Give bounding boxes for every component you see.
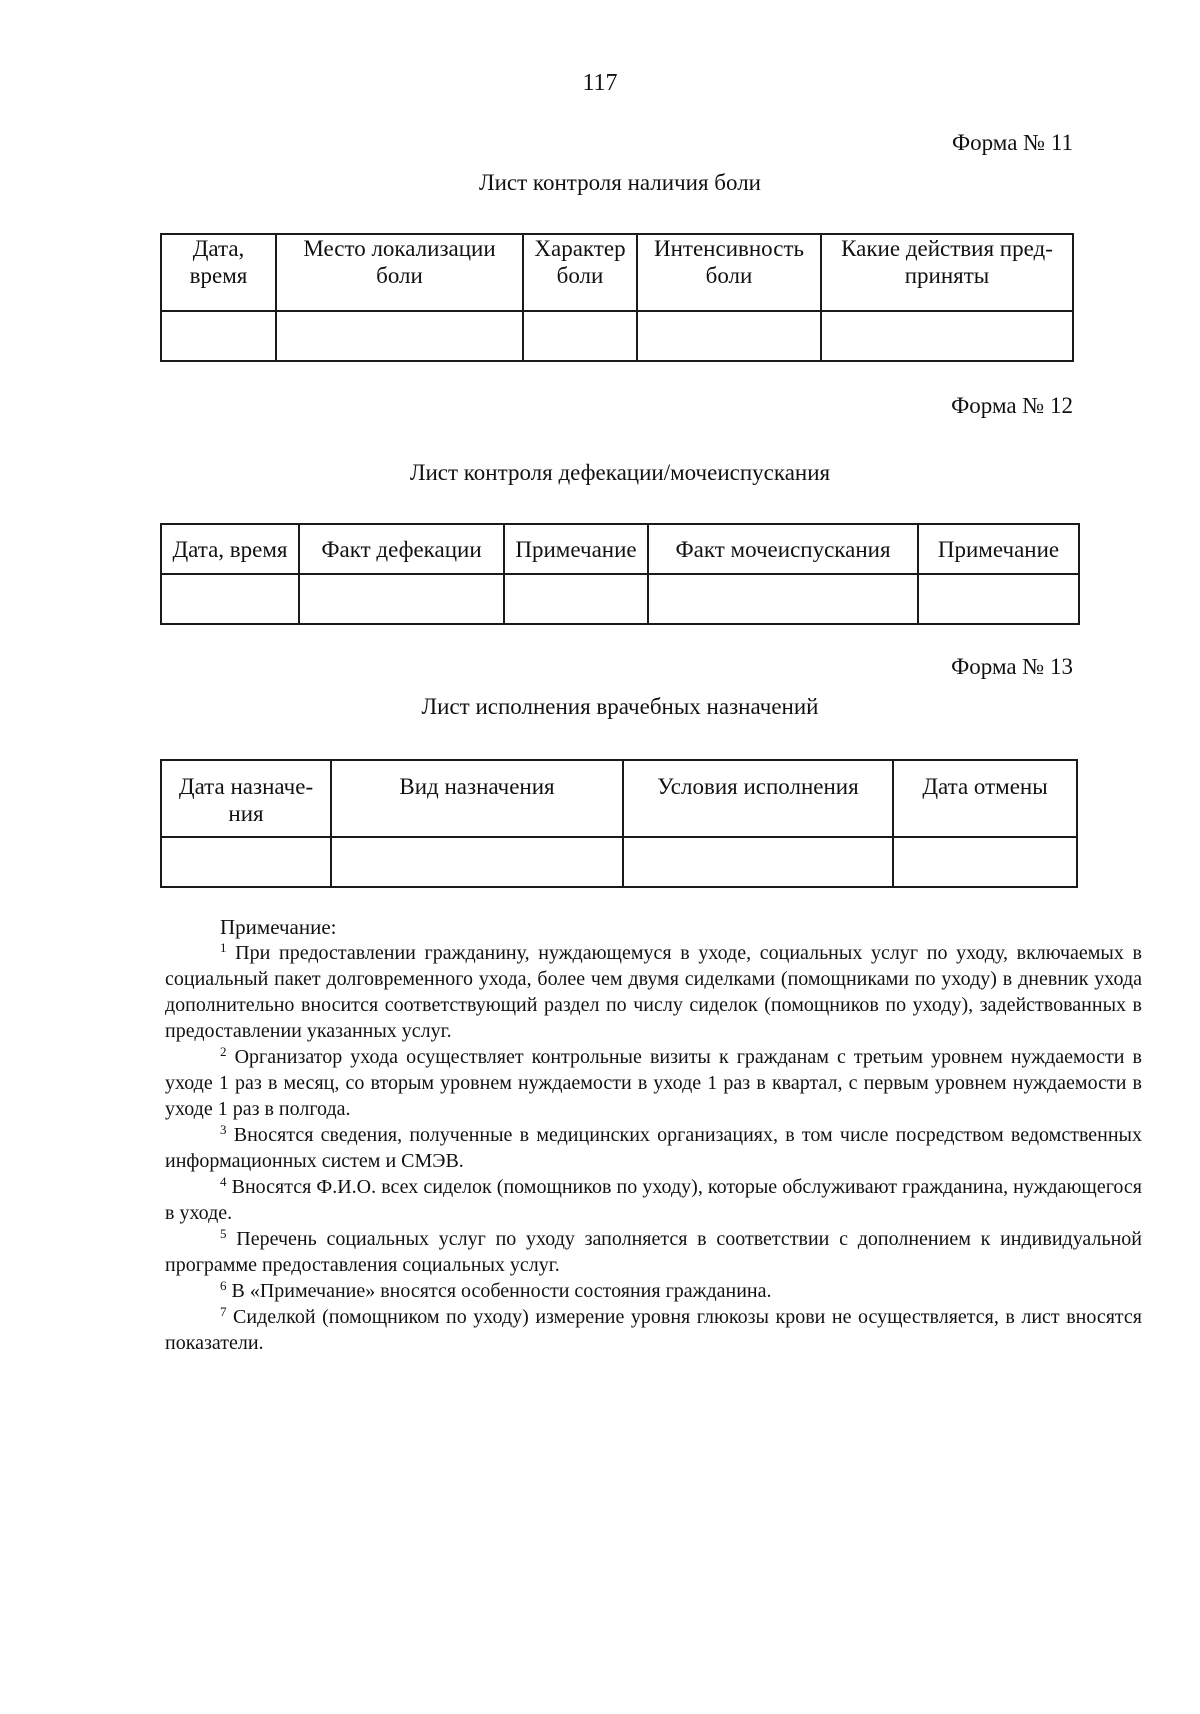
page-number: 117 [582, 70, 618, 96]
table-cell[interactable] [299, 574, 504, 624]
form-12-table [160, 523, 1080, 625]
form-11-table [160, 233, 1074, 362]
table-header-cell: Вид назначения [331, 760, 623, 837]
table-row [161, 311, 1073, 361]
notes-title: Примечание: [220, 915, 337, 939]
table-header-cell: Дата отмены [893, 760, 1077, 837]
form-11-title: Лист контроля наличия боли [479, 170, 761, 195]
table-cell[interactable] [161, 837, 331, 887]
table-header-cell: Примечание [504, 524, 648, 574]
table-header-cell: Условия исполнения [623, 760, 893, 837]
footnote-7: $^7$ Сиделкой (помощником по уходу) измерение уровня глюкозы крови не осуществляется, в лист вносятся показатели. [165, 1304, 1142, 1354]
table-cell[interactable] [161, 311, 276, 361]
table-header-cell: Интенсивность боли [637, 234, 821, 311]
table-cell[interactable] [648, 574, 918, 624]
table-cell[interactable] [523, 311, 637, 361]
form-11-label: Форма № 11 [951, 130, 1073, 155]
table-header-cell: Примечание [918, 524, 1079, 574]
table-cell[interactable] [276, 311, 523, 361]
footnote-4: $^4$ Вносятся Ф.И.О. всех сиделок (помощников по уходу), которые обслуживают гражданина, нуждающегося в уходе. [165, 1174, 1142, 1224]
table-header-cell: Дата назначе- ния [161, 760, 331, 837]
table-header-cell: Факт дефекации [299, 524, 504, 574]
table-header-cell: Дата, время [161, 524, 299, 574]
form-13-table [160, 759, 1078, 888]
form-13-label: Форма № 13 [951, 654, 1073, 679]
footnote-3: $^3$ Вносятся сведения, полученные в медицинских организациях, в том числе посредством ведомственных информационных систем и СМЭВ. [165, 1122, 1142, 1172]
table-row [161, 837, 1077, 887]
footnote-2: $^2$ Организатор ухода осуществляет контрольные визиты к гражданам с третьим уровнем нуждаемости в уходе 1 раз в месяц, со вторым уровнем нуждаемости в уходе 1 раз в квартал, с первым уровнем нуждаемости в уходе 1 раз в полгода. [165, 1044, 1142, 1120]
footnote-1: $^1$ При предоставлении гражданину, нуждающемуся в уходе, социальных услуг по уходу, включаемых в социальный пакет долговременного ухода, более чем двумя сиделками (помощниками по уходу) в дневник ухода дополнительно вносится соответствующий раздел по числу сиделок (помощников по уходу), задействованных в предоставлении указанных услуг. [165, 940, 1142, 1042]
table-cell[interactable] [504, 574, 648, 624]
table-cell[interactable] [637, 311, 821, 361]
notes-section [165, 914, 1142, 1356]
form-12-label: Форма № 12 [951, 393, 1073, 418]
table-header-cell: Характер боли [523, 234, 637, 311]
table-header-cell: Факт мочеиспускания [648, 524, 918, 574]
table-cell[interactable] [161, 574, 299, 624]
form-13-title: Лист исполнения врачебных назначений [421, 694, 819, 719]
table-cell[interactable] [918, 574, 1079, 624]
table-cell[interactable] [893, 837, 1077, 887]
form-12-title: Лист контроля дефекации/мочеиспускания [409, 460, 831, 485]
table-cell[interactable] [623, 837, 893, 887]
table-row [161, 574, 1079, 624]
footnote-6: $^6$ В «Примечание» вносятся особенности состояния гражданина. [220, 1278, 772, 1302]
table-header-cell: Какие действия пред- приняты [821, 234, 1073, 311]
footnote-5: $^5$ Перечень социальных услуг по уходу заполняется в соответствии с дополнением к индивидуальной программе предоставления социальных услуг. [165, 1226, 1142, 1276]
table-header-cell: Дата, время [161, 234, 276, 311]
table-header-cell: Место локализации боли [276, 234, 523, 311]
table-cell[interactable] [331, 837, 623, 887]
table-cell[interactable] [821, 311, 1073, 361]
